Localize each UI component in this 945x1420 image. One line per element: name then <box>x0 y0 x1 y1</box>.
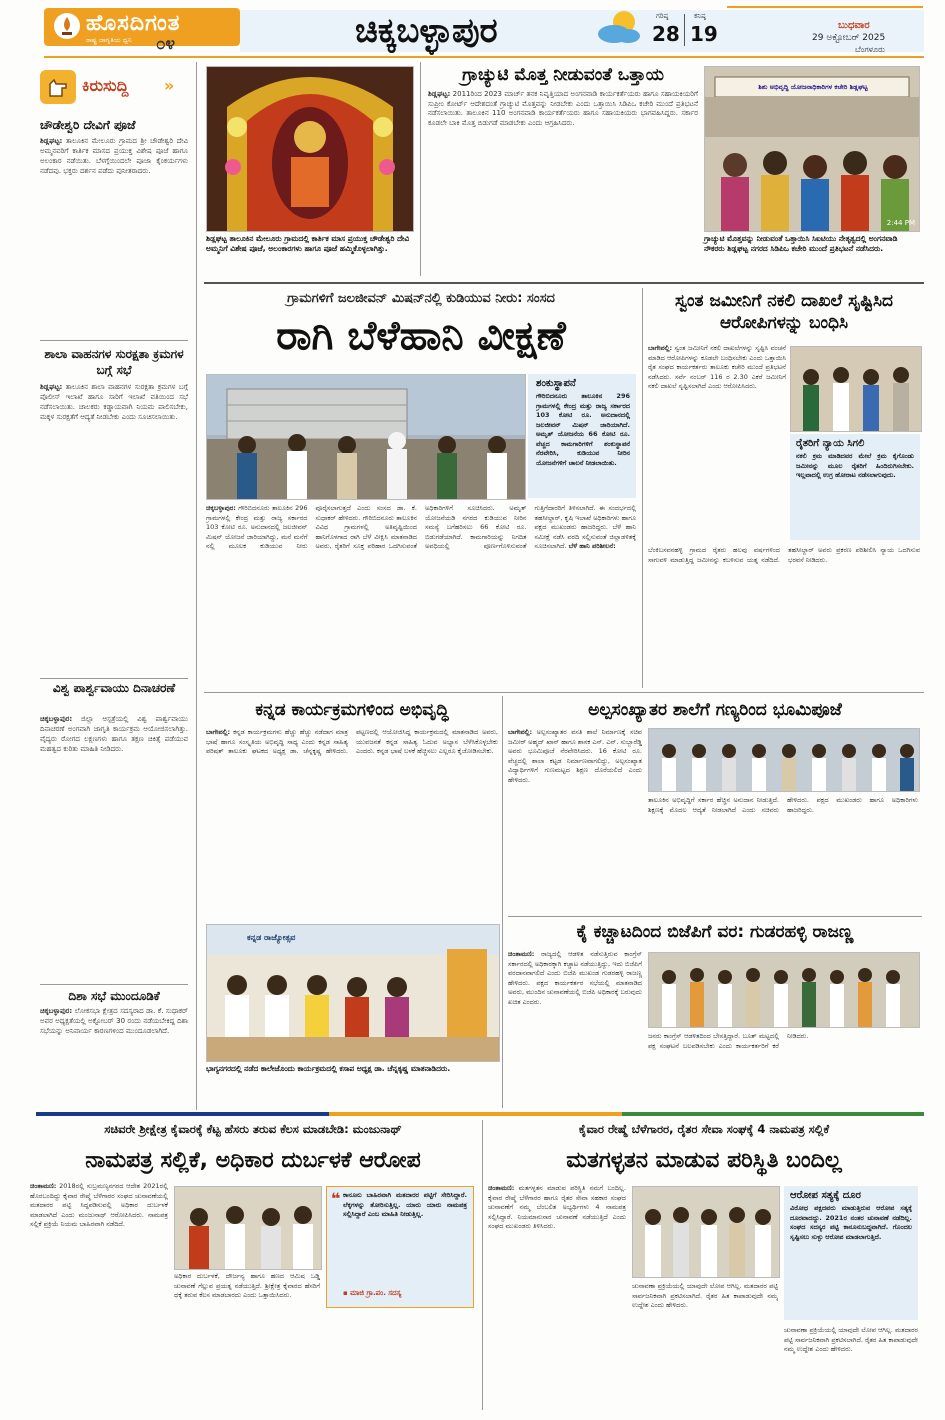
brief-lead-3: ಚಿಕ್ಕಬಳ್ಳಾಪುರ: <box>40 715 73 723</box>
brief-text-2: ತಾಲೂಕಿನ ಶಾಲಾ ವಾಹನಗಳ ಸುರಕ್ಷತಾ ಕ್ರಮಗಳ ಬಗ್ಗೆ ಪೊಲೀಸ್ ಇಲಾಖೆ ಹಾಗೂ ಸಾರಿಗೆ ಇಲಾಖೆ ವತಿಯಿಂದ ಸಭೆ ನಡೆಸಲಾಯಿತು. ಚಾಲಕರು ಕಡ್ಡಾಯವಾಗಿ ನಿಯಮ ಪಾಲಿಸಬೇಕು, ಮಕ್ಕಳ ಸುರಕ್ಷತೆಗೆ ಆದ್ಯತೆ ನೀಡಬೇಕು ಎಂದು ಸೂಚಿಸಲಾಯಿತು. <box>40 383 188 421</box>
land-lead: ಬಾಗೇಪಲ್ಲಿ: <box>648 344 673 352</box>
brief-lead-1: ಶಿಡ್ಲಘಟ್ಟ: <box>40 137 63 145</box>
lead-lead: ಚಿಕ್ಕಬಳ್ಳಾಪುರ: <box>206 504 236 512</box>
lead-headline: ರಾಗಿ ಬೆಳೆಹಾನಿ ವೀಕ್ಷಣೆ <box>276 313 566 359</box>
temple-photo <box>206 66 414 232</box>
page-number: ೦೪ <box>156 34 176 54</box>
brief-body-4 <box>40 1006 188 1106</box>
logo-text: ಹೊಸದಿಗಂತ <box>86 11 181 36</box>
gratuity-photo-sign: ಶಿಶು ಅಭಿವೃದ್ಧಿ ಯೋಜನಾಧಿಕಾರಿಗಳ ಕಚೇರಿ ಶಿಡ್ಲಘಟ್ಟ <box>758 83 868 91</box>
silk-body-2: ಚುನಾವಣಾ ಪ್ರಕ್ರಿಯೆಯಲ್ಲಿ ಯಾವುದೇ ಲೋಪ ಆಗಿಲ್ಲ. ಮತದಾರರ ಪಟ್ಟಿ ಸಾರ್ವಜನಿಕವಾಗಿ ಪ್ರಕಟಿಸಲಾಗಿದೆ. ರೈತರ ಹಿತ ಕಾಪಾಡುವುದೇ ನಮ್ಮ ಉದ್ದೇಶ ಎಂದು ಹೇಳಿದರು. <box>632 1282 778 1309</box>
kaivara-quote: ಕಾನೂನು ಬಾಹಿರವಾಗಿ ಮತದಾರರ ಪಟ್ಟಿಗೆ ಸೇರಿಸಿದ್ದಾರೆ. ಲೆಕ್ಕಗಳನ್ನು ತೋರಿಸುತ್ತಿಲ್ಲ. ಯಾರು ಯಾರು ನಾಮಪತ್ರ ಸಲ್ಲಿಸಿದ್ದಾರೆ ಎಂಬ ಮಾಹಿತಿ ನೀಡುತ್ತಿಲ್ಲ. <box>343 1191 467 1218</box>
minority-photo <box>648 728 920 792</box>
silk-box-body: ವಿರೋಧ ಪಕ್ಷದವರು ಮಾಡುತ್ತಿರುವ ಆರೋಪ ಸತ್ಯಕ್ಕೆ ದೂರವಾದದ್ದು. 2021ರ ನಂತರ ಚುನಾವಣೆ ನಡೆದಿಲ್ಲ. ಸಂಘದ ಸದಸ್ಯರ ಪಟ್ಟಿ ಕಾನೂನುಬದ್ಧವಾಗಿದೆ. ಗೊಂದಲ ಸೃಷ್ಟಿಸಲು ಸುಳ್ಳು ಆರೋಪ ಮಾಡಲಾಗುತ್ತಿದೆ. <box>790 1204 912 1241</box>
kaivara-photo <box>174 1186 322 1270</box>
silk-headline: ಮತಗಳ್ಳತನ ಮಾಡುವ ಪರಿಸ್ಥಿತಿ ಬಂದಿಲ್ಲ <box>566 1148 842 1173</box>
kaivara-kicker: ಸಚಿವರೇ ಶ್ರೀಕ್ಷೇತ್ರ ಕೈವಾರಕ್ಕೆ ಕೆಟ್ಟ ಹೆಸರು ತರುವ ಕೆಲಸ ಮಾಡಬೇಡಿ: ಮಂಜುನಾಥ್ <box>104 1122 402 1136</box>
gratuity-text: 2011ರಿಂದ 2023 ಮಾರ್ಚ್ ತನಕ ನಿವೃತ್ತಿಯಾದ ಅಂಗನವಾಡಿ ಕಾರ್ಯಕರ್ತೆಯರು ಹಾಗೂ ಸಹಾಯಕಿಯರಿಗೆ ಸುಪ್ರೀಂ ಕೋರ್ಟ್ ಆದೇಶದಂತೆ ಗ್ರಾಚ್ಯುಟಿ ಮೊತ್ತವನ್ನು ನೀಡಬೇಕು ಎಂದು ಒತ್ತಾಯಿಸಿ ಸಿಡಿಪಿಒ ಕಚೇರಿ ಮುಂದೆ ಪ್ರತಿಭಟನೆ ನಡೆಸಲಾಯಿತು. ತಾಲೂಕಿನ 110 ಅಂಗನವಾಡಿ ಕಾರ್ಯಕರ್ತೆಯರು ಹಾಗೂ ಸಹಾಯಕಿಯರು ಭಾಗವಹಿಸಿದ್ದರು. ಸರ್ಕಾರ ಕೂಡಲೇ ಬಾಕಿ ಮೊತ್ತ ಬಿಡುಗಡೆ ಮಾಡಬೇಕು ಎಂದು ಆಗ್ರಹಿಸಿದರು. <box>428 90 698 127</box>
lead-side-box <box>528 374 636 498</box>
brief-lead-2: ಶಿಡ್ಲಘಟ್ಟ: <box>40 383 63 391</box>
quote-icon: ❝ <box>331 1189 341 1208</box>
minority-lead: ಬಾಗೇಪಲ್ಲಿ: <box>508 728 533 736</box>
kannada-caption: ಭಾಗ್ಯನಗರದಲ್ಲಿ ನಡೆದ ಕಾಲೇಜೊಂದು ಕಾರ್ಯಕ್ರಮದಲ್ಲಿ ಕಸಾಪ ಅಧ್ಯಕ್ಷ ಡಾ. ಚೆನ್ನಕೃಷ್ಣ ಮಾತನಾಡಿದರು. <box>206 1064 451 1073</box>
brief-body-1 <box>40 136 188 336</box>
kaivara-body <box>30 1182 168 1406</box>
brief-badge <box>40 66 186 108</box>
kaivara-headline: ನಾಮಪತ್ರ ಸಲ್ಲಿಕೆ, ಅಧಿಕಾರ ದುರ್ಬಳಕೆ ಆರೋಪ <box>85 1148 421 1173</box>
silk-body-3: ಚುನಾವಣಾ ಪ್ರಕ್ರಿಯೆಯಲ್ಲಿ ಯಾವುದೇ ಲೋಪ ಆಗಿಲ್ಲ. ಮತದಾರರ ಪಟ್ಟಿ ಸಾರ್ವಜನಿಕವಾಗಿ ಪ್ರಕಟಿಸಲಾಗಿದೆ. ರೈತರ ಹಿತ ಕಾಪಾಡುವುದೇ ನಮ್ಮ ಉದ್ದೇಶ ಎಂದು ಹೇಳಿದರು. <box>784 1326 918 1353</box>
logo-tagline: ರಾಷ್ಟ್ರ ಜಾಗೃತಿಯ ಧ್ವನಿ <box>86 36 132 44</box>
max-temp: 28 <box>652 22 680 46</box>
silk-lead: ಚಿಂತಾಮಣಿ: <box>488 1184 515 1192</box>
kannada-text: ಕನ್ನಡ ಕಾರ್ಯಕ್ರಮಗಳು ಹೆಚ್ಚು ಹೆಚ್ಚು ನಡೆದಾಗ ಮಾತ್ರ ಭಾಷೆ ಹಾಗೂ ಸಂಸ್ಕೃತಿಯ ಅಭಿವೃದ್ಧಿ ಸಾಧ್ಯ ಎಂದು ಕನ್ನಡ ಸಾಹಿತ್ಯ ಪರಿಷತ್ ತಾಲೂಕು ಘಟಕದ ಅಧ್ಯಕ್ಷ ಡಾ. ಚೆನ್ನಕೃಷ್ಣ ಹೇಳಿದರು. ಪಟ್ಟಣದಲ್ಲಿ ಆಯೋಜಿಸಿದ್ದ ಕಾರ್ಯಕ್ರಮದಲ್ಲಿ ಮಾತನಾಡಿದ ಅವರು, ಯುವಜನತೆ ಕನ್ನಡ ಸಾಹಿತ್ಯ ಓದುವ ಅಭ್ಯಾಸ ಬೆಳೆಸಿಕೊಳ್ಳಬೇಕು ಎಂದರು. ಕನ್ನಡ ಭಾಷೆ ಬಳಕೆ ಹೆಚ್ಚಿಸಲು ಎಲ್ಲರೂ ಕೈಜೋಡಿಸಬೇಕು. <box>206 728 498 755</box>
chevron-right-icon: » <box>164 76 175 95</box>
kaivara-text: 2018ರಲ್ಲಿ ಸುಬ್ರಮಣ್ಯನಗರದ ಆದೇಶ 2021ರಲ್ಲಿ ಹೊರಬಂದಿದ್ದು ಕೈವಾರ ರೇಷ್ಮೆ ಬೆಳೆಗಾರರ ಸಂಘದ ಚುನಾವಣೆಯಲ್ಲಿ ಮತದಾರರ ಪಟ್ಟಿ ಸಿದ್ಧಪಡಿಸುವಲ್ಲಿ ಅಧಿಕಾರ ದುರ್ಬಳಕೆ ಮಾಡಲಾಗಿದೆ ಎಂದು ಮಂಜುನಾಥ್ ಆರೋಪಿಸಿದರು. ನಾಮಪತ್ರ ಸಲ್ಲಿಕೆ ಪ್ರಕ್ರಿಯೆ ನಿಯಮ ಬಾಹಿರವಾಗಿ ನಡೆದಿದೆ. <box>30 1182 168 1228</box>
land-side-box <box>790 434 920 540</box>
silk-text: ಮತಗಳ್ಳತನ ಮಾಡುವ ಪರಿಸ್ಥಿತಿ ನಮಗೆ ಬಂದಿಲ್ಲ. ಕೈವಾರ ರೇಷ್ಮೆ ಬೆಳೆಗಾರರ ಹಾಗೂ ರೈತರ ಸೇವಾ ಸಹಕಾರ ಸಂಘದ ಚುನಾವಣೆಗೆ ನಮ್ಮ ಬೆಂಬಲಿತ ಅಭ್ಯರ್ಥಿಗಳು 4 ನಾಮಪತ್ರ ಸಲ್ಲಿಸಿದ್ದಾರೆ. ನಿಯಮಾನುಸಾರ ಚುನಾವಣೆ ನಡೆಯುತ್ತಿದೆ ಎಂದು ಸಂಘದ ಮುಖಂಡರು ತಿಳಿಸಿದರು. <box>488 1184 626 1230</box>
gratuity-body <box>428 90 698 276</box>
issue-date: 29 ಅಕ್ಟೋಬರ್ 2025 <box>812 33 886 43</box>
silk-box-title: ಆರೋಪ ಸತ್ಯಕ್ಕೆ ದೂರ <box>790 1190 861 1201</box>
kaivara-quote-by: ▪ ಮಾಜಿ ಗ್ರಾ.ಪಂ. ಸದಸ್ಯ <box>343 1289 402 1297</box>
silk-body <box>488 1184 626 1406</box>
silk-photo <box>632 1186 780 1278</box>
weather-icon <box>592 6 648 48</box>
silk-side-box <box>784 1186 918 1320</box>
hand-icon <box>40 70 76 104</box>
kannada-headline: ಕನ್ನಡ ಕಾರ್ಯಕ್ರಮಗಳಿಂದ ಅಭಿವೃದ್ಧಿ <box>255 700 449 720</box>
bjp-lead: ಚಿಂತಾಮಣಿ: <box>508 950 535 958</box>
temple-caption: ಶಿಡ್ಲಘಟ್ಟ ತಾಲೂಕಿನ ಮೇಲೂರು ಗ್ರಾಮದಲ್ಲಿ ಕಾರ್ತಿಕ ಮಾಸ ಪ್ರಯುಕ್ತ ಚೌಡೇಶ್ವರಿ ದೇವಿ ಅಮ್ಮನಿಗೆ ವಿಶೇಷ ಪೂಜೆ, ಅಲಂಕಾರಗಳು ಹಾಗೂ ಪೂಜೆ ಹಮ್ಮಿಕೊಳ್ಳಲಾಗಿತ್ತು. <box>206 234 410 253</box>
bjp-text: ರಾಜ್ಯದಲ್ಲಿ ಆಡಳಿತ ನಡೆಸುತ್ತಿರುವ ಕಾಂಗ್ರೆಸ್ ಸರ್ಕಾರದಲ್ಲಿ ಅಧಿಕಾರಕ್ಕಾಗಿ ಕಚ್ಚಾಟ ನಡೆಯುತ್ತಿದ್ದು, ಇದು ಬಿಜೆಪಿಗೆ ವರದಾನವಾಗಲಿದೆ ಎಂದು ಬಿಜೆಪಿ ಮುಖಂಡ ಗುಡರಹಳ್ಳಿ ರಾಜಣ್ಣ ಹೇಳಿದರು. ಪಕ್ಷದ ಕಾರ್ಯಕರ್ತರ ಸಭೆಯಲ್ಲಿ ಮಾತನಾಡಿದ ಅವರು, ಮುಂದಿನ ಚುನಾವಣೆಯಲ್ಲಿ ಬಿಜೆಪಿ ಅಧಿಕಾರಕ್ಕೆ ಬರುವುದು ಖಚಿತ ಎಂದರು. <box>508 950 642 1006</box>
brief-text-3: ಜಿಲ್ಲಾ ಆಸ್ಪತ್ರೆಯಲ್ಲಿ ವಿಶ್ವ ಪಾರ್ಶ್ವವಾಯು ದಿನಾಚರಣೆ ಅಂಗವಾಗಿ ಜಾಗೃತಿ ಕಾರ್ಯಕ್ರಮ ಆಯೋಜಿಸಲಾಗಿತ್ತು. ವೈದ್ಯರು ರೋಗದ ಲಕ್ಷಣಗಳು ಹಾಗೂ ತಕ್ಷಣ ಚಿಕಿತ್ಸೆ ಪಡೆಯುವ ಮಹತ್ವದ ಕುರಿತು ಮಾಹಿತಿ ನೀಡಿದರು. <box>40 715 188 753</box>
minority-text: ಅಲ್ಪಸಂಖ್ಯಾತರ ವಸತಿ ಶಾಲೆ ನಿರ್ಮಾಣಕ್ಕೆ ಸಚಿವ ಜಮೀರ್ ಅಹ್ಮದ್ ಖಾನ್ ಹಾಗೂ ಶಾಸಕ ಎಸ್. ಎನ್. ಸುಬ್ಬಾರೆಡ್ಡಿ ಅವರು ಭೂಮಿಪೂಜೆ ನೆರವೇರಿಸಿದರು. 16 ಕೋಟಿ ರೂ. ವೆಚ್ಚದಲ್ಲಿ ಶಾಲಾ ಕಟ್ಟಡ ನಿರ್ಮಾಣವಾಗಲಿದ್ದು, ಅಲ್ಪಸಂಖ್ಯಾತ ವಿದ್ಯಾರ್ಥಿಗಳಿಗೆ ಗುಣಮಟ್ಟದ ಶಿಕ್ಷಣ ದೊರೆಯಲಿದೆ ಎಂದು ಹೇಳಿದರು. <box>508 728 642 784</box>
brief-body-2 <box>40 382 188 672</box>
land-text: ಸ್ವಂತ ಜಮೀನಿಗೆ ನಕಲಿ ದಾಖಲೆಗಳನ್ನು ಸೃಷ್ಟಿಸಿ ವಂಚನೆ ಮಾಡಿದ ಆರೋಪಿಗಳನ್ನು ಕೂಡಲೇ ಬಂಧಿಸಬೇಕು ಎಂದು ಒತ್ತಾಯಿಸಿ ರೈತ ಸಂಘದ ಕಾರ್ಯಕರ್ತರು ತಾಲೂಕು ಕಚೇರಿ ಮುಂದೆ ಪ್ರತಿಭಟನೆ ನಡೆಸಿದರು. ಸರ್ವೆ ನಂಬರ್ 116 ರ 2.30 ಎಕರೆ ಜಮೀನಿಗೆ ನಕಲಿ ದಾಖಲೆ ಸೃಷ್ಟಿಸಲಾಗಿದೆ ಎಂದು ಆರೋಪಿಸಿದರು. <box>648 344 786 390</box>
land-body-2: ಬೆಂಕಿಬಸವನಹಳ್ಳಿ ಗ್ರಾಮದ ರೈತರು ಹಲವು ವರ್ಷಗಳಿಂದ ಸಾಗುವಳಿ ಮಾಡುತ್ತಿದ್ದ ಜಮೀನನ್ನು ಕಬಳಿಸುವ ಯತ್ನ ನಡೆದಿದೆ. ತಹಸೀಲ್ದಾರ್ ಅವರು ಪ್ರಕರಣ ಪರಿಶೀಲಿಸಿ ನ್ಯಾಯ ಒದಗಿಸುವ ಭರವಸೆ ನೀಡಿದರು. <box>648 546 920 564</box>
brief-lead-4: ಚಿಕ್ಕಬಳ್ಳಾಪುರ: <box>40 1007 73 1015</box>
min-temp-label: ಕನಿಷ್ಠ <box>694 12 706 20</box>
edition-title: ಚಿಕ್ಕಬಳ್ಳಾಪುರ <box>355 11 498 51</box>
brief-title-3: ವಿಶ್ವ ಪಾರ್ಶ್ವವಾಯು ದಿನಾಚರಣೆ <box>52 681 176 695</box>
gratuity-photo <box>704 66 920 232</box>
lead-photo <box>206 374 526 500</box>
gratuity-headline: ಗ್ರಾಚ್ಯುಟಿ ಮೊತ್ತ ನೀಡುವಂತೆ ಒತ್ತಾಯ <box>462 65 664 85</box>
min-temp: 19 <box>690 22 718 46</box>
kannada-lead: ಬಾಗೇಪಲ್ಲಿ: <box>206 728 231 736</box>
lead-body <box>206 504 636 688</box>
brief-title-2: ಶಾಲಾ ವಾಹನಗಳ ಸುರಕ್ಷತಾ ಕ್ರಮಗಳ ಬಗ್ಗೆ ಸಭೆ <box>44 347 184 377</box>
brief-body-3 <box>40 714 188 984</box>
kaivara-body-2: ಅಧಿಕಾರ ದುರ್ಬಳಕೆ, ದೌರ್ಜನ್ಯ ಹಾಗೂ ಹಣದ ಆಮಿಷ ಒಡ್ಡಿ ಚುನಾವಣೆ ಗೆಲ್ಲುವ ಪ್ರಯತ್ನ ನಡೆಯುತ್ತಿದೆ. ಶ್ರೀಕ್ಷೇತ್ರ ಕೈವಾರದ ಹೆಸರಿಗೆ ಧಕ್ಕೆ ತರುವ ಕೆಲಸ ಮಾಡಬಾರದು ಎಂದು ಒತ್ತಾಯಿಸಿದರು. <box>174 1272 320 1299</box>
brief-title-1: ಚೌಡೇಶ್ವರಿ ದೇವಿಗೆ ಪೂಜೆ <box>40 118 136 132</box>
bjp-body <box>508 950 642 1108</box>
kannada-photo <box>206 924 500 1062</box>
gratuity-caption: ಗ್ರಾಚ್ಯುಟಿ ಮೊತ್ತವನ್ನು ನೀಡುವಂತೆ ಒತ್ತಾಯಿಸಿ ಸಿಐಟಿಯು ನೇತೃತ್ವದಲ್ಲಿ ಅಂಗನವಾಡಿ ನೌಕರರು ಶಿಡ್ಲಘಟ್ಟ ನಗರದ ಸಿಡಿಪಿಒ ಕಚೇರಿ ಮುಂದೆ ಪ್ರತಿಭಟನೆ ನಡೆಸಿದರು. <box>704 234 898 253</box>
day-name: ಬುಧವಾರ <box>838 20 870 31</box>
brief-text-4: ಲೋಕಸಭಾ ಕ್ಷೇತ್ರದ ಸದಸ್ಯರಾದ ಡಾ. ಕೆ. ಸುಧಾಕರ್ ಅವರ ಅಧ್ಯಕ್ಷತೆಯಲ್ಲಿ ಅಕ್ಟೋಬರ್ 30 ರಂದು ನಡೆಯಬೇಕಿದ್ದ ದಿಶಾ ಸಭೆಯನ್ನು ಅನಿವಾರ್ಯ ಕಾರಣಗಳಿಂದ ಮುಂದೂಡಲಾಗಿದೆ. <box>40 1007 188 1035</box>
kaivara-quote-box <box>326 1186 474 1308</box>
bjp-photo <box>648 952 920 1028</box>
silk-kicker: ಕೈವಾರ ರೇಷ್ಮೆ ಬೆಳೆಗಾರರ, ರೈತರ ಸೇವಾ ಸಂಘಕ್ಕೆ 4 ನಾಮಪತ್ರ ಸಲ್ಲಿಕೆ <box>578 1122 830 1136</box>
kaivara-lead: ಚಿಂತಾಮಣಿ: <box>30 1182 57 1190</box>
kannada-photo-banner: ಕನ್ನಡ ರಾಜ್ಯೋತ್ಸವ <box>247 933 296 942</box>
lamp-icon <box>54 13 80 39</box>
lead-kicker: ಗ್ರಾಮಗಳಿಗೆ ಜಲಜೀವನ್ ಮಿಷನ್‌ನಲ್ಲಿ ಕುಡಿಯುವ ನೀರು: ಸಂಸದ <box>287 291 555 306</box>
brief-title-4: ದಿಶಾ ಸಭೆ ಮುಂದೂಡಿಕೆ <box>68 989 160 1003</box>
lead-box-title: ಶಂಕುಸ್ಥಾಪನೆ <box>536 378 576 389</box>
lead-sub: ಬೆಳೆ ಹಾನಿ ಪರಿಶೀಲನೆ: <box>568 542 616 550</box>
land-photo <box>790 346 922 432</box>
max-temp-label: ಗರಿಷ್ಠ <box>656 12 669 20</box>
gratuity-lead: ಶಿಡ್ಲಘಟ್ಟ: <box>428 90 451 98</box>
brief-label: ಕಿರುಸುದ್ದಿ <box>82 76 129 95</box>
bjp-headline: ಕೈ ಕಚ್ಚಾಟದಿಂದ ಬಿಜೆಪಿಗೆ ವರ: ಗುಡರಹಳ್ಳಿ ರಾಜಣ್ಣ <box>576 922 854 942</box>
minority-body <box>508 728 642 910</box>
land-box-title: ರೈತರಿಗೆ ನ್ಯಾಯ ಸಿಗಲಿ <box>796 438 865 449</box>
land-box-body: ನಕಲಿ ಕ್ರಮ ಮಾಡಿದವರ ಮೇಲೆ ಕ್ರಮ ಕೈಗೊಂಡು ಜಮೀನನ್ನು ಮೂಲ ರೈತರಿಗೆ ಹಿಂದಿರುಗಿಸಬೇಕು. ಇಲ್ಲವಾದಲ್ಲಿ ಉಗ್ರ ಹೋರಾಟ ನಡೆಸಲಾಗುವುದು. <box>796 452 914 479</box>
kannada-body <box>206 728 498 918</box>
minority-body-2: ತಾಲೂಕಿನ ಅಭಿವೃದ್ಧಿಗೆ ಸರ್ಕಾರ ಹೆಚ್ಚಿನ ಅನುದಾನ ನೀಡುತ್ತಿದೆ. ಶಿಕ್ಷಣಕ್ಕೆ ಮೊದಲ ಆದ್ಯತೆ ನೀಡಲಾಗಿದೆ ಎಂದು ಸಚಿವರು ಹೇಳಿದರು. ಪಕ್ಷದ ಮುಖಂಡರು ಹಾಗೂ ಅಧಿಕಾರಿಗಳು ಹಾಜರಿದ್ದರು. <box>648 796 918 814</box>
masthead-band <box>240 10 924 52</box>
gratuity-photo-time: 2:44 PM <box>886 219 915 227</box>
issue-city: ಬೆಂಗಳೂರು <box>855 45 885 54</box>
minority-headline: ಅಲ್ಪಸಂಖ್ಯಾತರ ಶಾಲೆಗೆ ಗಣ್ಯರಿಂದ ಭೂಮಿಪೂಜೆ <box>588 700 842 720</box>
lead-text: ಗೌರಿಬಿದನೂರು ತಾಲೂಕಿನ 296 ಗ್ರಾಮಗಳಲ್ಲಿ ಕೇಂದ್ರ ಮತ್ತು ರಾಜ್ಯ ಸರ್ಕಾರದ 103 ಕೋಟಿ ರೂ. ಅನುದಾನದಲ್ಲಿ ಜಲಜೀವನ್ ಮಿಷನ್ ಯೋಜನೆ ಜಾರಿಯಾಗಿದ್ದು, ಮನೆ ಮನೆಗೆ ನಲ್ಲಿ ಮೂಲಕ ಕುಡಿಯುವ ನೀರು ಪೂರೈಸಲಾಗುತ್ತದೆ ಎಂದು ಸಂಸದ ಡಾ. ಕೆ. ಸುಧಾಕರ್ ಹೇಳಿದರು. ಗೌರಿಬಿದನೂರು ತಾಲೂಕಿನ ವಿವಿಧ ಗ್ರಾಮಗಳಲ್ಲಿ ಅತಿವೃಷ್ಟಿಯಿಂದ ಹಾನಿಗೊಳಗಾದ ರಾಗಿ ಬೆಳೆ ವೀಕ್ಷಿಸಿ ಮಾತನಾಡಿದ ಅವರು, ರೈತರಿಗೆ ಸೂಕ್ತ ಪರಿಹಾರ ಒದಗಿಸುವಂತೆ ಅಧಿಕಾರಿಗಳಿಗೆ ಸೂಚಿಸಿದರು. ಅಮೃತ್ ಯೋಜನೆಯಡಿ ನಗರದ ಕುಡಿಯುವ ನೀರಿನ ಸಮಸ್ಯೆ ಬಗೆಹರಿಸಲು 66 ಕೋಟಿ ರೂ. ಬಿಡುಗಡೆಯಾಗಿದೆ. ಕಾಮಗಾರಿಯನ್ನು ನಿಗದಿತ ಅವಧಿಯಲ್ಲಿ ಪೂರ್ಣಗೊಳಿಸುವಂತೆ ಗುತ್ತಿಗೆದಾರರಿಗೆ ತಿಳಿಸಲಾಗಿದೆ. ಈ ಸಂದರ್ಭದಲ್ಲಿ ತಹಸೀಲ್ದಾರ್, ಕೃಷಿ ಇಲಾಖೆ ಅಧಿಕಾರಿಗಳು ಹಾಗೂ ಪಕ್ಷದ ಮುಖಂಡರು ಹಾಜರಿದ್ದರು. ಬೆಳೆ ಹಾನಿ ಸಮೀಕ್ಷೆ ನಡೆಸಿ ವರದಿ ಸಲ್ಲಿಸುವಂತೆ ಜಿಲ್ಲಾಡಳಿತಕ್ಕೆ ಸೂಚಿಸಲಾಗಿದೆ. <box>206 504 636 550</box>
lead-box-body: ಗೌರಿಬಿದನೂರು ತಾಲೂಕಿನ 296 ಗ್ರಾಮಗಳಲ್ಲಿ ಕೇಂದ್ರ ಮತ್ತು ರಾಜ್ಯ ಸರ್ಕಾರದ 103 ಕೋಟಿ ರೂ. ಅನುದಾನದಲ್ಲಿ ಜಲಜೀವನ್ ಮಿಷನ್ ಜಾರಿಯಾಗಿದೆ. ಅಮೃತ್ ಯೋಜನೆಯ 66 ಕೋಟಿ ರೂ. ವೆಚ್ಚದ ಕಾಮಗಾರಿಗಳಿಗೆ ಶಂಕುಸ್ಥಾಪನೆ ನೆರವೇರಿಸಿ, ಕುಡಿಯುವ ನೀರಿನ ಯೋಜನೆಗಳಿಗೆ ಚಾಲನೆ ನೀಡಲಾಯಿತು. <box>536 392 630 467</box>
land-headline: ಸ್ವಂತ ಜಮೀನಿಗೆ ನಕಲಿ ದಾಖಲೆ ಸೃಷ್ಟಿಸಿದ ಆರೋಪಿಗಳನ್ನು ಬಂಧಿಸಿ <box>674 291 894 333</box>
brief-text-1: ತಾಲೂಕಿನ ಮೇಲೂರು ಗ್ರಾಮದ ಶ್ರೀ ಚೌಡೇಶ್ವರಿ ದೇವಿ ಅಮ್ಮನವರಿಗೆ ಕಾರ್ತಿಕ ಮಾಸದ ಪ್ರಯುಕ್ತ ವಿಶೇಷ ಪೂಜೆ ಹಾಗೂ ಅಲಂಕಾರ ನಡೆಯಿತು. ಬೆಳಗ್ಗೆಯಿಂದಲೇ ಪೂಜಾ ಕೈಂಕರ್ಯಗಳು ನಡೆದವು. ಭಕ್ತರು ದರ್ಶನ ಪಡೆದು ಪುನೀತರಾದರು. <box>40 137 188 175</box>
bjp-body-2: ಜನರು ಕಾಂಗ್ರೆಸ್ ಆಡಳಿತದಿಂದ ಬೇಸತ್ತಿದ್ದಾರೆ. ಬೂತ್ ಮಟ್ಟದಲ್ಲಿ ಪಕ್ಷ ಸಂಘಟನೆ ಬಲಪಡಿಸಬೇಕು ಎಂದು ಕಾರ್ಯಕರ್ತರಿಗೆ ಕರೆ ನೀಡಿದರು. <box>648 1032 809 1050</box>
masthead-logo <box>44 8 240 46</box>
land-body <box>648 344 786 490</box>
